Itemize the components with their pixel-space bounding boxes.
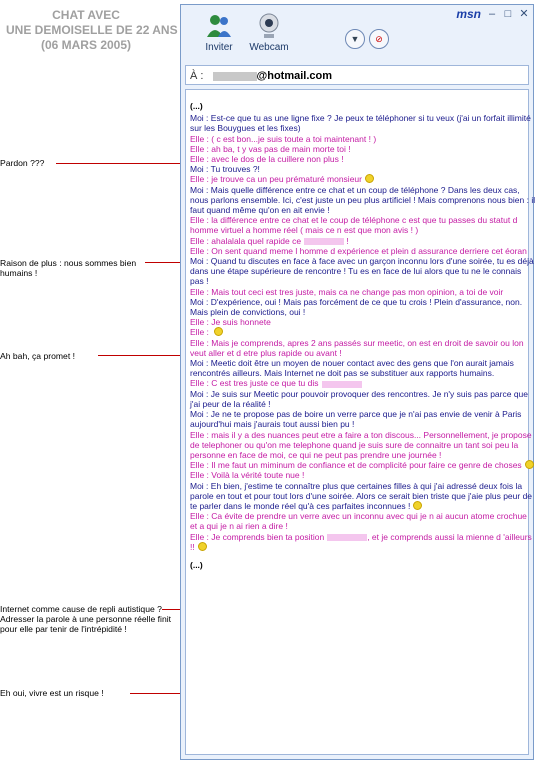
message-elle (190, 430, 536, 461)
chat-transcript (190, 100, 536, 572)
webcam-icon (254, 11, 284, 41)
invite-label: Inviter (205, 42, 233, 53)
message-elle (190, 246, 536, 256)
webcam-button[interactable] (245, 11, 293, 53)
message-suffix: ! (344, 235, 349, 246)
block-icon: ⊘ (375, 34, 383, 44)
to-label: À : (190, 70, 204, 82)
annotation-risque: Eh oui, vivre est un risque ! (0, 688, 104, 698)
close-button[interactable]: ✕ (519, 8, 529, 20)
message-moi (190, 389, 536, 409)
message-text: Moi : Tu trouves ?! (190, 164, 260, 175)
webcam-label: Webcam (249, 42, 289, 53)
invite-icon (204, 11, 234, 41)
message-text: Elle : Mais tout ceci est tres juste, mais ca ne change pas mon opinion, a toi de voir (190, 286, 504, 297)
chat-history[interactable] (185, 89, 536, 755)
annotation-pardon: Pardon ??? (0, 158, 45, 168)
title-line-2: UNE DEMOISELLE DE 22 ANS (6, 23, 178, 37)
chevron-down-icon: ▼ (350, 34, 360, 44)
message-text: Elle : ah ba, t y vas pas de main morte toi ! (190, 143, 351, 154)
message-elle (190, 215, 536, 235)
page-title (6, 8, 178, 53)
msn-logo: msn (456, 7, 481, 21)
more-options-button[interactable] (345, 29, 365, 49)
message-text: Elle : C est tres juste ce que tu dis (190, 378, 319, 389)
message-elle (190, 317, 536, 327)
message-text: Moi : D'expérience, oui ! Mais pas forcément de ce que tu crois ! Plein d'assurance, non. Mais plein de convictions, oui ! (190, 296, 523, 318)
minimize-button[interactable]: ‒ (488, 8, 496, 20)
smiley-icon (413, 501, 422, 510)
annotation-raison: Raison de plus : nous sommes bien humains ! (0, 258, 137, 278)
message-moi (190, 185, 536, 216)
redacted-name (322, 381, 362, 388)
message-text: Elle : je trouve ca un peu prématuré monsieur (190, 174, 362, 185)
redacted-name (327, 534, 367, 541)
message-moi (190, 481, 536, 512)
annotation-line (98, 355, 186, 356)
title-line-3: (06 MARS 2005) (40, 38, 132, 52)
message-text: Elle : avec le dos de la cuillere non plus ! (190, 154, 344, 165)
invite-button[interactable] (195, 11, 243, 53)
message-text: Moi : Je ne te propose pas de boire un verre parce que je n'ai pas envie de venir à Paris aujourd'hui mais j'aurais tout aussi bien pu ! (190, 409, 522, 430)
redacted-email (213, 72, 257, 81)
maximize-button[interactable]: □ (504, 8, 512, 20)
title-line-1: CHAT AVEC (52, 8, 120, 22)
smiley-icon (214, 327, 223, 336)
message-text: Elle : Je comprends bien ta position (190, 531, 325, 542)
chat-ellipsis-end: (...) (190, 559, 203, 570)
message-text: Elle : Voilà la vérité toute nue ! (190, 470, 305, 481)
annotation-line (56, 163, 186, 164)
chat-window (180, 4, 534, 760)
message-elle (190, 134, 536, 144)
message-text: Elle : On sent quand meme l homme d expérience et plein d assurance derriere cet éoran (190, 245, 527, 256)
message-moi (190, 409, 536, 429)
message-moi (190, 256, 536, 287)
message-elle (190, 338, 536, 358)
redacted-name (304, 238, 344, 245)
annotation-line (130, 693, 186, 694)
message-text: Elle : (190, 327, 212, 338)
message-text: Moi : Est-ce que tu as une ligne fixe ? Je peux te téléphoner si tu veux (j'ai un forfait illimité sur les Bouygues et les fixes) (190, 113, 531, 134)
toolbar (181, 11, 533, 59)
message-elle (190, 511, 536, 531)
message-text: Elle : Ca évite de prendre un verre avec un inconnu avec qui je n ai aucun atome crochue et a qui je n ai rien a dire ! (190, 511, 527, 532)
smiley-icon (198, 542, 207, 551)
message-text: Moi : Eh bien, j'estime te connaître plus que certaines filles à qui j'ai adressé deux fois la parole en tout et pour tout lors d'une soirée. Alors ce serait bien triste que j'aie plus peur de te parler dans le monde réel qu'à ces parfaites inconnues ! (190, 480, 533, 511)
message-elle (190, 470, 536, 480)
chat-ellipsis: (...) (190, 101, 203, 111)
message-moi (190, 358, 536, 378)
message-text: Moi : Meetic doit être un moyen de nouer contact avec des gens que l'on aurait jamais rencontrés ailleurs. Mais Internet ne doit pas se substituer aux rapports humains. (190, 358, 514, 379)
email-address: @hotmail.com (256, 70, 333, 82)
message-suffix: , et je comprends aussi la mienne d 'ailleurs !! (190, 531, 532, 552)
message-moi (190, 297, 536, 317)
message-elle (190, 287, 536, 297)
message-text: Moi : Je suis sur Meetic pour pouvoir provoquer des rencontres. Je n'y suis pas parce que j'ai peur de la réalité ! (190, 388, 529, 409)
message-text: Elle : Je suis honnete (190, 317, 271, 328)
block-button[interactable] (369, 29, 389, 49)
message-elle (190, 532, 536, 552)
recipient-bar (185, 65, 529, 85)
message-elle (190, 174, 536, 184)
message-elle (190, 236, 536, 246)
annotation-autistique: Internet comme cause de repli autistique ? Adresser la parole à une personne réelle finit pour elle par tenir de l'intrépidité ! (0, 604, 172, 634)
message-elle (190, 378, 536, 388)
message-text: Elle : ( c est bon...je suis toute a toi maintenant ! ) (190, 133, 377, 144)
message-elle (190, 327, 536, 337)
message-elle (190, 460, 536, 470)
smiley-icon (525, 460, 534, 469)
message-text: Elle : mais il y a des nuances peut etre a faire a ton discous... Personnellement, je propose de telephoner ou qu'on me telephone quand je suis sure de connaitre un tant soi peu la personne en face de moi, ce qui ne peut pas prendre une journée ! (190, 429, 532, 460)
message-elle (190, 144, 536, 154)
message-text: Moi : Quand tu discutes en face à face avec un garçon inconnu lors d'une soirée, tu es déjà dans une étape supérieure de rencontre ! Tu es en face de lui alors que tu ne le connais pas ! (190, 256, 534, 287)
message-moi (190, 113, 536, 133)
message-elle (190, 154, 536, 164)
message-text: Elle : ahalalala quel rapide ce (190, 235, 302, 246)
message-text: Elle : Il me faut un miminum de confiance et de complicité pour faire ce genre de choses (190, 460, 522, 471)
smiley-icon (365, 174, 374, 183)
message-moi (190, 164, 536, 174)
message-text: Elle : la différence entre ce chat et le coup de téléphone c est que tu passes du statut d homme virtuel a homme réel ( mais ce n est que mon avis ! ) (190, 215, 518, 236)
annotation-promet: Ah bah, ça promet ! (0, 351, 75, 361)
message-text: Moi : Mais quelle différence entre ce chat et un coup de téléphone ? Dans les deux cas, nous parlons ensemble. Ici, c'est juste un peu plus artificiel ! Mais comprenons nous bien : il faut quand même qu'on en ait envie ! (190, 184, 536, 216)
message-text: Elle : Mais je comprends, apres 2 ans passés sur meetic, on est en droit de savoir ou lon veut aller et d etre plus rapide ou avant ! (190, 337, 524, 358)
